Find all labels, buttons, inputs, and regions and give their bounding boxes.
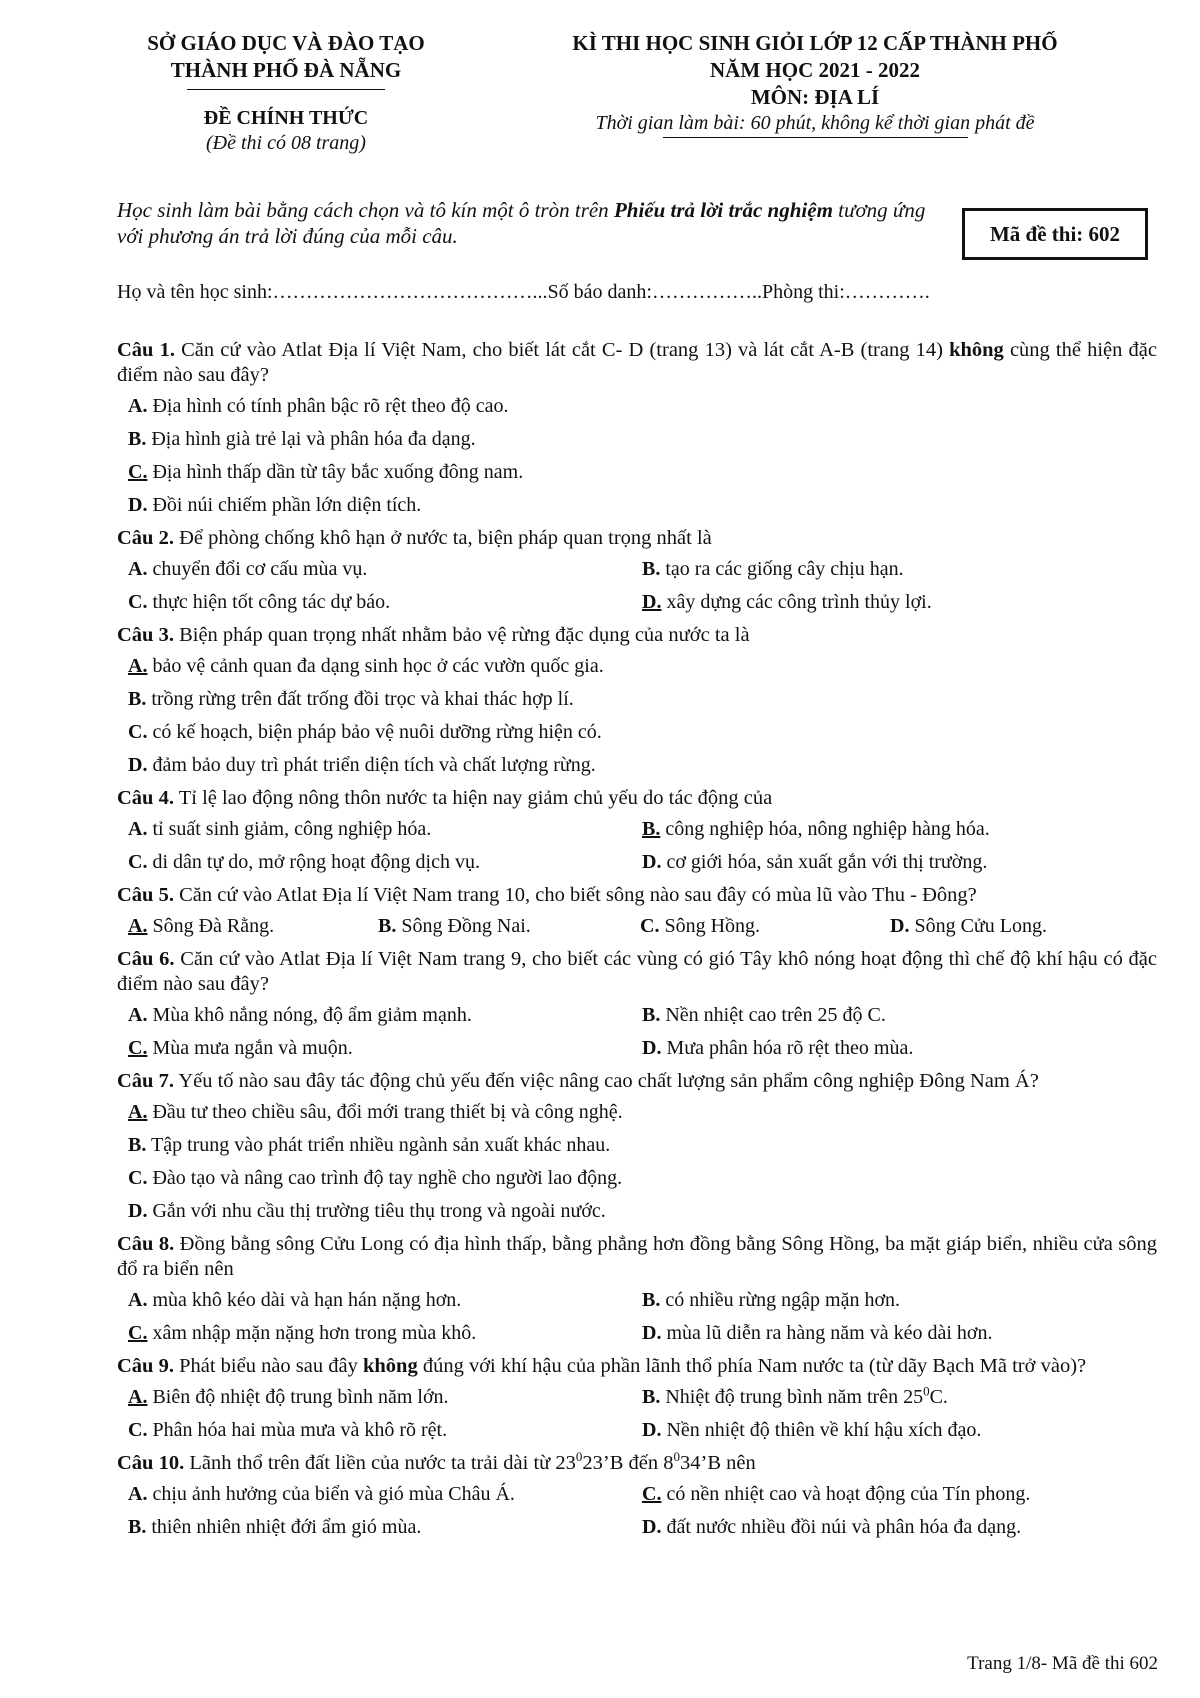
option-row	[128, 460, 1157, 485]
option-b[interactable]	[128, 1133, 1157, 1158]
answer-options	[128, 557, 1157, 615]
option-text: chịu ảnh hưởng của biển và gió mùa Châu Á.	[147, 1483, 515, 1505]
option-letter: D.	[642, 591, 662, 613]
option-text: Gắn với nhu cầu thị trường tiêu thụ trong và ngoài nước.	[147, 1200, 606, 1222]
question-stem	[117, 1232, 1157, 1282]
stem-text: đúng với khí hậu của phần lãnh thổ phía Nam nước ta (từ dãy Bạch Mã trở vào)?	[417, 1355, 1087, 1377]
option-text: Sông Hồng.	[659, 915, 761, 937]
exam-code-box: Mã đề thi: 602	[962, 208, 1148, 260]
stem-text: cùng thể hiện đặc điểm nào sau đây?	[117, 339, 1157, 386]
instructions-suffix: tương ứng với phương án trả lời đúng của mỗi câu.	[117, 198, 926, 248]
option-letter: C.	[640, 915, 660, 937]
option-a[interactable]	[128, 1385, 642, 1410]
option-d[interactable]	[642, 1515, 1156, 1540]
option-b[interactable]	[642, 1003, 1156, 1028]
option-letter: B.	[642, 1386, 661, 1408]
option-text: thiên nhiên nhiệt đới ẩm gió mùa.	[146, 1516, 422, 1538]
option-text: chuyển đổi cơ cấu mùa vụ.	[147, 558, 368, 580]
option-c[interactable]	[128, 1418, 642, 1443]
option-d[interactable]	[642, 1418, 1156, 1443]
option-b[interactable]	[128, 1515, 642, 1540]
question-7	[117, 1069, 1157, 1224]
option-letter: D.	[890, 915, 910, 937]
option-letter: C.	[128, 591, 148, 613]
option-letter: D.	[642, 851, 662, 873]
option-row	[128, 687, 1157, 712]
stem-text: Căn cứ vào Atlat Địa lí Việt Nam, cho biết lát cắt C- D (trang 13) và lát cắt A-B (trang 14)	[174, 339, 950, 361]
option-b[interactable]	[378, 914, 640, 939]
option-text: Tập trung vào phát triển nhiều ngành sản xuất khác nhau.	[146, 1134, 611, 1156]
option-text: xâm nhập mặn nặng hơn trong mùa khô.	[147, 1322, 477, 1344]
option-d[interactable]	[642, 1321, 1156, 1346]
option-row	[128, 427, 1157, 452]
answer-options	[128, 1100, 1157, 1224]
option-text: Địa hình thấp dần từ tây bắc xuống đông nam.	[147, 461, 524, 483]
question-number: Câu 5.	[117, 884, 174, 906]
answer-options	[128, 654, 1157, 778]
option-text: có nhiều rừng ngập mặn hơn.	[660, 1289, 901, 1311]
option-letter: D.	[128, 1200, 148, 1222]
page-footer: Trang 1/8- Mã đề thi 602	[967, 1653, 1158, 1674]
question-number: Câu 1.	[117, 339, 175, 361]
option-letter: A.	[128, 818, 148, 840]
option-row	[128, 753, 1157, 778]
question-number: Câu 9.	[117, 1355, 174, 1377]
exam-header	[515, 30, 1115, 138]
option-c[interactable]	[128, 590, 642, 615]
option-row	[128, 1133, 1157, 1158]
option-d[interactable]	[128, 753, 1157, 778]
option-row	[128, 1003, 1157, 1028]
option-b[interactable]	[642, 1385, 1156, 1410]
question-9	[117, 1354, 1157, 1443]
question-8	[117, 1232, 1157, 1346]
option-letter: A.	[128, 1101, 148, 1123]
header-divider	[187, 89, 385, 90]
question-number: Câu 3.	[117, 624, 174, 646]
option-text: Mùa khô nắng nóng, độ ẩm giảm mạnh.	[147, 1004, 472, 1026]
superscript: 0	[673, 1449, 681, 1465]
option-letter: D.	[642, 1322, 662, 1344]
exam-title: KÌ THI HỌC SINH GIỎI LỚP 12 CẤP THÀNH PHỐ	[572, 31, 1058, 55]
official-label: ĐỀ CHÍNH THỨC	[203, 107, 369, 129]
question-10	[117, 1451, 1157, 1540]
question-number: Câu 8.	[117, 1233, 175, 1255]
option-letter: A.	[128, 558, 148, 580]
option-text: mùa khô kéo dài và hạn hán nặng hơn.	[147, 1289, 462, 1311]
option-text: thực hiện tốt công tác dự báo.	[147, 591, 391, 613]
stem-text: Yếu tố nào sau đây tác động chủ yếu đến việc nâng cao chất lượng sản phẩm công nghiệp Đông Nam Á?	[173, 1070, 1039, 1092]
answer-options	[128, 394, 1157, 518]
option-row	[128, 394, 1157, 419]
option-b[interactable]	[642, 1288, 1156, 1313]
question-list	[117, 338, 1157, 1548]
time-underline	[663, 137, 968, 138]
emphasis-text: không	[362, 1355, 418, 1377]
option-letter: D.	[128, 494, 148, 516]
option-letter: A.	[128, 915, 148, 937]
stem-text: Căn cứ vào Atlat Địa lí Việt Nam trang 10, cho biết sông nào sau đây có mùa lũ vào Thu - Đông?	[173, 884, 977, 906]
option-text: tỉ suất sinh giảm, công nghiệp hóa.	[147, 818, 432, 840]
option-a[interactable]	[128, 1288, 642, 1313]
option-text: công nghiệp hóa, nông nghiệp hàng hóa.	[660, 818, 990, 840]
question-5	[117, 883, 1157, 939]
option-row	[128, 914, 1157, 939]
option-text: Địa hình có tính phân bậc rõ rệt theo độ cao.	[147, 395, 509, 417]
option-d[interactable]	[642, 1036, 1156, 1061]
option-text: Mùa mưa ngắn và muộn.	[147, 1037, 353, 1059]
option-letter: A.	[128, 395, 148, 417]
option-b[interactable]	[642, 817, 1156, 842]
option-b[interactable]	[642, 557, 1156, 582]
option-letter: C.	[642, 1483, 662, 1505]
option-a[interactable]	[128, 394, 1157, 419]
emphasis-text: không	[949, 339, 1004, 361]
option-letter: A.	[128, 1289, 148, 1311]
question-number: Câu 7.	[117, 1070, 174, 1092]
instructions-prefix: Học sinh làm bài bằng cách chọn và tô kín một ô tròn trên	[117, 198, 614, 222]
question-number: Câu 2.	[117, 527, 174, 549]
option-text: C.	[929, 1386, 948, 1408]
answer-options	[128, 914, 1157, 939]
option-b[interactable]	[128, 687, 1157, 712]
option-letter: B.	[642, 558, 661, 580]
option-letter: C.	[128, 851, 148, 873]
option-text: xây dựng các công trình thủy lợi.	[661, 591, 932, 613]
department-header	[110, 30, 462, 156]
student-info-line: Họ và tên học sinh:…………………………………...Số báo danh:……………..Phòng thi:………….	[117, 281, 930, 303]
question-stem	[117, 1451, 1157, 1476]
question-stem	[117, 947, 1157, 997]
option-letter: B.	[378, 915, 397, 937]
option-a[interactable]	[128, 817, 642, 842]
stem-text: Biện pháp quan trọng nhất nhằm bảo vệ rừng đặc dụng của nước ta là	[173, 624, 750, 646]
option-text: Biên độ nhiệt độ trung bình năm lớn.	[147, 1386, 449, 1408]
option-text: mùa lũ diễn ra hàng năm và kéo dài hơn.	[661, 1322, 993, 1344]
option-text: tạo ra các giống cây chịu hạn.	[660, 558, 904, 580]
option-c[interactable]	[128, 850, 642, 875]
option-row	[128, 1199, 1157, 1224]
option-text: trồng rừng trên đất trống đồi trọc và khai thác hợp lí.	[146, 688, 574, 710]
question-stem	[117, 786, 1157, 811]
school-year: NĂM HỌC 2021 - 2022	[710, 58, 920, 82]
answer-options	[128, 1288, 1157, 1346]
option-b[interactable]	[128, 427, 1157, 452]
option-a[interactable]	[128, 1003, 642, 1028]
option-d[interactable]	[890, 914, 1120, 939]
question-6	[117, 947, 1157, 1061]
option-letter: B.	[128, 1516, 147, 1538]
option-row	[128, 1482, 1157, 1507]
question-stem	[117, 623, 1157, 648]
option-c[interactable]	[128, 1036, 642, 1061]
option-row	[128, 1385, 1157, 1410]
option-text: Sông Cửu Long.	[909, 915, 1047, 937]
option-letter: B.	[642, 818, 661, 840]
option-c[interactable]	[642, 1482, 1156, 1507]
option-row	[128, 1321, 1157, 1346]
answer-sheet-name: Phiếu trả lời trắc nghiệm	[613, 198, 833, 222]
option-text: Nhiệt độ trung bình năm trên 25	[660, 1386, 924, 1408]
option-a[interactable]	[128, 914, 378, 939]
stem-text: Đồng bằng sông Cửu Long có địa hình thấp, bằng phẳng hơn đồng bằng Sông Hồng, ba mặt giáp biển, nhiều cửa sông đổ ra biển nên	[117, 1233, 1157, 1280]
option-d[interactable]	[642, 590, 1156, 615]
option-letter: C.	[128, 1167, 148, 1189]
option-row	[128, 654, 1157, 679]
option-row	[128, 1036, 1157, 1061]
option-letter: C.	[128, 1419, 148, 1441]
option-text: Địa hình già trẻ lại và phân hóa đa dạng.	[146, 428, 476, 450]
option-letter: A.	[128, 655, 148, 677]
option-letter: A.	[128, 1004, 148, 1026]
stem-text: Phát biểu nào sau đây	[173, 1355, 363, 1377]
option-row	[128, 720, 1157, 745]
answer-options	[128, 1003, 1157, 1061]
option-row	[128, 1418, 1157, 1443]
subject-title: MÔN: ĐỊA LÍ	[750, 85, 880, 109]
stem-text: 34’B nên	[680, 1452, 756, 1474]
option-c[interactable]	[128, 460, 1157, 485]
answer-options	[128, 1482, 1157, 1540]
option-c[interactable]	[128, 720, 1157, 745]
option-d[interactable]	[128, 1199, 1157, 1224]
superscript: 0	[575, 1449, 583, 1465]
question-3	[117, 623, 1157, 778]
option-c[interactable]	[128, 1321, 642, 1346]
question-stem	[117, 338, 1157, 388]
question-stem	[117, 1354, 1157, 1379]
option-row	[128, 1515, 1157, 1540]
option-text: Đào tạo và nâng cao trình độ tay nghề cho người lao động.	[147, 1167, 623, 1189]
option-a[interactable]	[128, 1482, 642, 1507]
option-letter: A.	[128, 1386, 148, 1408]
option-text: Đồi núi chiếm phần lớn diện tích.	[147, 494, 422, 516]
option-c[interactable]	[640, 914, 890, 939]
answer-options	[128, 817, 1157, 875]
option-c[interactable]	[128, 1166, 1157, 1191]
option-letter: D.	[128, 754, 148, 776]
option-letter: D.	[642, 1037, 662, 1059]
option-row	[128, 590, 1157, 615]
option-text: di dân tự do, mở rộng hoạt động dịch vụ.	[147, 851, 480, 873]
question-1	[117, 338, 1157, 518]
option-row	[128, 1288, 1157, 1313]
stem-text: Tỉ lệ lao động nông thôn nước ta hiện nay giảm chủ yếu do tác động của	[173, 787, 773, 809]
question-stem	[117, 883, 1157, 908]
option-text: đảm bảo duy trì phát triển diện tích và chất lượng rừng.	[147, 754, 596, 776]
option-letter: C.	[128, 1322, 148, 1344]
option-letter: B.	[128, 688, 147, 710]
question-stem	[117, 1069, 1157, 1094]
superscript: 0	[923, 1383, 930, 1399]
option-text: Mưa phân hóa rõ rệt theo mùa.	[661, 1037, 914, 1059]
option-text: Sông Đà Rằng.	[147, 915, 275, 937]
option-row	[128, 1100, 1157, 1125]
option-text: có kế hoạch, biện pháp bảo vệ nuôi dưỡng rừng hiện có.	[147, 721, 602, 743]
option-a[interactable]	[128, 654, 1157, 679]
option-d[interactable]	[642, 850, 1156, 875]
option-letter: B.	[642, 1004, 661, 1026]
option-text: bảo vệ cảnh quan đa dạng sinh học ở các vườn quốc gia.	[147, 655, 604, 677]
option-row	[128, 850, 1157, 875]
department-line-2: THÀNH PHỐ ĐÀ NẴNG	[170, 58, 402, 82]
page-count-note: (Đề thi có 08 trang)	[206, 132, 366, 154]
option-text: cơ giới hóa, sản xuất gắn với thị trường.	[661, 851, 988, 873]
option-text: Nền nhiệt độ thiên về khí hậu xích đạo.	[661, 1419, 982, 1441]
department-line-1: SỞ GIÁO DỤC VÀ ĐÀO TẠO	[147, 31, 425, 55]
option-text: Sông Đồng Nai.	[396, 915, 531, 937]
answer-options	[128, 1385, 1157, 1443]
stem-text: Lãnh thổ trên đất liền của nước ta trải dài từ 23	[184, 1452, 576, 1474]
stem-text: Căn cứ vào Atlat Địa lí Việt Nam trang 9, cho biết các vùng có gió Tây khô nóng hoạt động thì chế độ khí hậu có đặc điểm nào sau đây?	[117, 948, 1157, 995]
question-number: Câu 10.	[117, 1452, 185, 1474]
option-text: Nền nhiệt cao trên 25 độ C.	[660, 1004, 886, 1026]
option-letter: B.	[128, 1134, 147, 1156]
option-row	[128, 493, 1157, 518]
option-row	[128, 1166, 1157, 1191]
option-letter: C.	[128, 1037, 148, 1059]
option-d[interactable]	[128, 493, 1157, 518]
question-number: Câu 4.	[117, 787, 174, 809]
option-text: Đầu tư theo chiều sâu, đổi mới trang thiết bị và công nghệ.	[147, 1101, 623, 1123]
option-letter: B.	[642, 1289, 661, 1311]
option-a[interactable]	[128, 1100, 1157, 1125]
question-stem	[117, 526, 1157, 551]
option-letter: C.	[128, 721, 148, 743]
option-letter: D.	[642, 1516, 662, 1538]
option-text: có nền nhiệt cao và hoạt động của Tín phong.	[661, 1483, 1031, 1505]
question-2	[117, 526, 1157, 615]
stem-text: 23’B đến 8	[582, 1452, 674, 1474]
time-limit: Thời gian làm bài: 60 phút, không kể thời gian phát đề	[595, 112, 1035, 134]
option-letter: D.	[642, 1419, 662, 1441]
option-letter: B.	[128, 428, 147, 450]
option-text: Phân hóa hai mùa mưa và khô rõ rệt.	[147, 1419, 448, 1441]
option-row	[128, 817, 1157, 842]
option-letter: C.	[128, 461, 148, 483]
option-a[interactable]	[128, 557, 642, 582]
question-number: Câu 6.	[117, 948, 175, 970]
stem-text: Để phòng chống khô hạn ở nước ta, biện pháp quan trọng nhất là	[173, 527, 712, 549]
option-row	[128, 557, 1157, 582]
question-4	[117, 786, 1157, 875]
instructions	[117, 197, 947, 249]
option-text: đất nước nhiều đồi núi và phân hóa đa dạng.	[661, 1516, 1022, 1538]
option-letter: A.	[128, 1483, 148, 1505]
